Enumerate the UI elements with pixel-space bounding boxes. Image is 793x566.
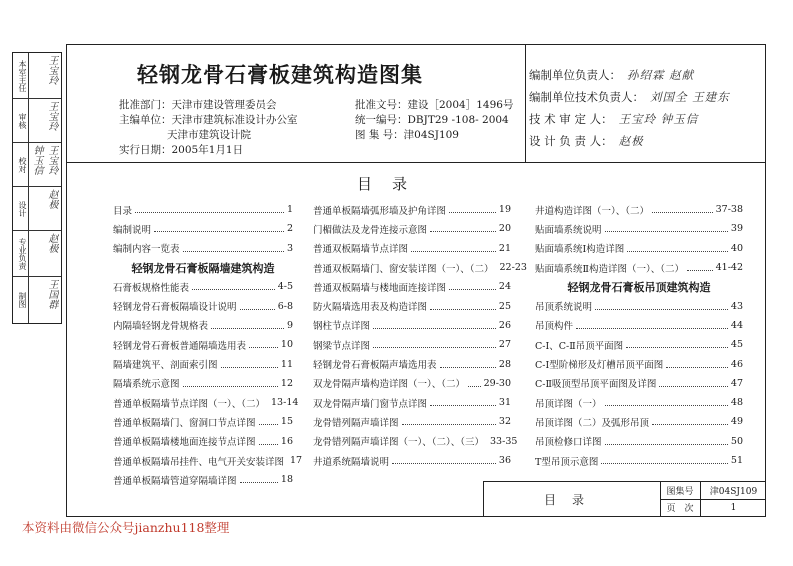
toc-entry-title: 龙骨错列隔声墙详图 (313, 417, 399, 429)
toc-entry-page: 47 (730, 377, 743, 389)
strip-label: 设计 (14, 187, 29, 230)
toc-column-1 (113, 200, 303, 489)
leader-dots (259, 424, 278, 425)
strip-cell (13, 99, 61, 143)
toc-entry-page: 15 (280, 416, 293, 428)
toc-entry (113, 200, 293, 219)
toc-section-heading: 轻钢龙骨石膏板吊顶建筑构造 (567, 280, 711, 294)
toc-entry-title: 普通双板隔墙与楼地面连接详图 (313, 282, 447, 294)
toc-entry-page: 13-14 (271, 397, 299, 409)
toc-entry-page: 29-30 (483, 377, 511, 389)
toc-entry-page: 43 (730, 300, 743, 312)
strip-label: 审核 (14, 99, 29, 142)
strip-cell (13, 231, 61, 277)
toc-entry-title: 普通单板隔墙节点详图（一）、（二） (113, 398, 266, 410)
toc-entry (313, 296, 511, 315)
toc-entry-title: 轻钢龙骨石膏板隔墙设计说明 (113, 302, 237, 314)
strip-signature: 王宝玲 (46, 101, 57, 131)
toc-entry-title: C-Ⅰ、C-Ⅱ吊顶平面图 (535, 340, 624, 352)
leader-dots (440, 367, 496, 368)
approval-dept: 批准部门：天津市建设管理委员会 (119, 99, 277, 111)
toc-entry-page: 10 (280, 339, 293, 351)
toc-entry (113, 316, 293, 335)
toc-entry-title: 普通单板隔墙楼地面连接节点详图 (113, 437, 256, 449)
title-block-name: 目录 (484, 482, 661, 517)
toc-entry-title: 编制说明 (113, 224, 152, 236)
toc-section-heading: 轻钢龙骨石膏板隔墙建筑构造 (131, 261, 275, 275)
toc-entry (113, 354, 293, 373)
strip-cell (13, 187, 61, 231)
toc-entry-title: 双龙骨隔声墙门窗节点详图 (313, 398, 428, 410)
toc-entry (113, 393, 299, 412)
toc-entry-title: 隔墙建筑平、剖面索引图 (113, 360, 218, 372)
leader-dots (605, 231, 728, 232)
leader-dots (373, 347, 496, 348)
signature-strip (12, 52, 62, 324)
signature-row (529, 111, 698, 127)
signature-row (529, 133, 644, 149)
toc-entry (535, 451, 743, 470)
strip-label: 本室主任 (14, 53, 29, 98)
toc-column-2 (313, 200, 527, 470)
toc-entry-page: 40 (730, 242, 743, 254)
toc-entry-page: 4-5 (277, 281, 293, 293)
signature-row (529, 67, 694, 83)
signature-hand: 赵极 (618, 134, 644, 148)
toc-entry-title: 贴面墙系统说明 (535, 224, 602, 236)
toc-entry (313, 316, 511, 335)
approval-no: 批准文号：建设［2004］1496号 (355, 99, 514, 111)
leader-dots (601, 463, 728, 464)
toc-entry-title: 普通单板隔墙吊挂件、电气开关安装详图 (113, 456, 285, 468)
strip-cell (13, 143, 61, 187)
leader-dots (430, 231, 496, 232)
toc-entry-title: 双龙骨隔声墙构造详图（一）、（二） (313, 379, 466, 391)
toc-entry-title: 普通双板隔墙门、窗安装详图（一）、（二） (313, 263, 494, 275)
toc-entry-title: 吊顶系统说明 (535, 302, 593, 314)
toc-entry (535, 412, 743, 431)
leader-dots (373, 328, 496, 329)
signature-hand: 孙绍霖 赵献 (627, 68, 695, 82)
leader-dots (183, 251, 284, 252)
toc-entry (313, 219, 511, 238)
strip-label: 校对 (14, 143, 29, 186)
toc-entry (113, 219, 293, 238)
leader-dots (192, 289, 275, 290)
toc-entry-page: 27 (498, 339, 511, 351)
toc-entry (313, 200, 511, 219)
toc-entry (535, 335, 743, 354)
toc-entry-title: 普通单板隔墙门、窗洞口节点详图 (113, 417, 256, 429)
leader-dots (449, 212, 496, 213)
toc-entry-page: 31 (498, 397, 511, 409)
leader-dots (652, 212, 713, 213)
leader-dots (605, 405, 728, 406)
toc-entry-page: 49 (730, 416, 743, 428)
leader-dots (626, 347, 728, 348)
toc-entry-page: 2 (286, 223, 293, 235)
toc-column-3 (535, 200, 743, 470)
toc-entry-page: 19 (498, 204, 511, 216)
leader-dots (430, 309, 496, 310)
impl-date: 实行日期：2005年1月1日 (119, 144, 244, 156)
atlas-no-label: 图集号 (660, 482, 701, 499)
leader-dots (605, 444, 728, 445)
signature-hand: 刘国全 王建东 (650, 90, 730, 104)
toc-entry-page: 17 (290, 455, 303, 466)
toc-entry-title: 吊顶构件 (535, 321, 574, 333)
toc-entry (113, 432, 293, 451)
toc-entry-title: 隔墙系统示意图 (113, 379, 180, 391)
toc-entry-page: 6-8 (277, 300, 293, 312)
toc-entry-title: C-Ⅱ吸顶型吊顶平面图及详图 (535, 379, 657, 391)
toc-entry-title: 吊顶检修口详图 (535, 437, 602, 449)
leader-dots (449, 289, 496, 290)
leader-dots (411, 251, 496, 252)
toc-entry (313, 277, 511, 296)
page-value: 1 (730, 502, 737, 513)
toc-entry-title: 吊顶详图（二）及弧形吊顶 (535, 417, 650, 429)
leader-dots (392, 463, 496, 464)
toc-entry-title: 井道系统隔墙说明 (313, 456, 390, 468)
strip-label: 专业负责 (14, 231, 29, 276)
unified-no: 统一编号：DBJT29 -108- 2004 (355, 114, 509, 126)
toc-entry (535, 393, 743, 412)
signature-role: 编制单位负责人： (529, 68, 621, 82)
toc-entry-title: 目录 (113, 205, 133, 217)
toc-entry-title: 轻钢龙骨石膏板隔声墙选用表 (313, 360, 437, 372)
approval-block-right (355, 98, 513, 143)
strip-signature: 赵极 (46, 233, 57, 253)
leader-dots (402, 424, 496, 425)
toc-entry (313, 432, 518, 451)
strip-signature: 王宝玲 钟玉信 (31, 145, 57, 175)
toc-entry (313, 451, 511, 470)
toc-entry (313, 239, 511, 258)
strip-cell (13, 53, 61, 99)
leader-dots (430, 405, 496, 406)
toc-entry-title: 轻钢龙骨石膏板普通隔墙选用表 (113, 340, 247, 352)
header-divider (525, 45, 526, 162)
toc-entry-page: 44 (730, 319, 743, 331)
source-note: 本资料由微信公众号jianzhu118整理 (22, 520, 230, 535)
leader-dots (211, 328, 284, 329)
title-block-row (660, 499, 766, 516)
title-block (483, 481, 766, 517)
toc-entry (535, 432, 743, 451)
toc-entry (113, 451, 303, 470)
toc-entry (113, 296, 293, 315)
toc-entry-page: 20 (498, 223, 511, 235)
page-label: 页 次 (660, 499, 701, 516)
leader-dots (249, 347, 278, 348)
toc-entry-title: C-Ⅰ型阶梯形及灯槽吊顶平面图 (535, 360, 664, 372)
toc-entry-page: 24 (498, 281, 511, 293)
toc-entry (113, 277, 293, 296)
toc-entry-page: 1 (286, 204, 293, 216)
toc-entry-page: 12 (280, 377, 293, 389)
atlas-title: 轻钢龙骨石膏板建筑构造图集 (137, 63, 423, 87)
leader-dots (627, 251, 728, 252)
leader-dots (259, 444, 278, 445)
toc-entry-page: 25 (498, 300, 511, 312)
toc-entry-title: 石膏板规格性能表 (113, 282, 190, 294)
toc-entry-page: 32 (498, 416, 511, 428)
toc-entry-title: 普通单板隔墙管道穿隔墙详图 (113, 475, 237, 487)
leader-dots (468, 386, 481, 387)
toc-entry-title: 钢柱节点详图 (313, 321, 371, 333)
toc-entry-title: 普通双板隔墙节点详图 (313, 244, 409, 256)
toc-entry-page: 11 (280, 358, 293, 370)
toc-entry (535, 374, 743, 393)
toc-entry-page: 48 (730, 397, 743, 409)
signature-role: 设 计 负 责 人： (529, 134, 613, 148)
leader-dots (135, 212, 284, 213)
strip-signature: 赵极 (46, 189, 57, 209)
signature-row (529, 89, 730, 105)
toc-entry (535, 239, 743, 258)
toc-entry-page: 37-38 (715, 204, 743, 216)
toc-entry (113, 470, 293, 489)
toc-entry-title: 井道构造详图（一）、（二） (535, 205, 650, 217)
atlas-no-value: 津04SJ109 (709, 487, 758, 497)
toc-entry-page: 26 (498, 319, 511, 331)
toc-entry-page: 39 (730, 223, 743, 235)
toc-entry (313, 393, 511, 412)
toc-entry-title: T型吊顶示意图 (535, 456, 599, 468)
toc-entry-title: 防火隔墙选用表及构造详图 (313, 302, 428, 314)
toc-entry (535, 200, 743, 219)
toc-entry (535, 296, 743, 315)
drawing-sheet (66, 44, 766, 517)
toc-entry (535, 316, 743, 335)
toc-entry-page: 3 (286, 242, 293, 254)
leader-dots (240, 309, 275, 310)
toc-entry-page: 28 (498, 358, 511, 370)
signature-role: 编制单位技术负责人： (529, 90, 644, 104)
leader-dots (687, 270, 713, 271)
strip-signature: 王国群 (46, 279, 57, 309)
toc-entry-page: 33-35 (490, 435, 518, 447)
signature-hand: 王宝玲 钟玉信 (618, 112, 699, 126)
leader-dots (240, 482, 278, 483)
toc-entry-page: 18 (280, 474, 293, 486)
toc-entry (313, 412, 511, 431)
toc-entry (313, 335, 511, 354)
strip-signature: 王宝玲 (46, 55, 57, 85)
toc-entry-page: 46 (730, 358, 743, 370)
toc-entry (313, 258, 527, 277)
toc-entry-page: 51 (730, 455, 743, 466)
leader-dots (595, 309, 728, 310)
toc-entry (113, 335, 293, 354)
toc-entry-title: 吊顶详图（一） (535, 398, 602, 410)
toc-entry (535, 354, 743, 373)
strip-cell (13, 277, 61, 323)
leader-dots (221, 367, 278, 368)
leader-dots (666, 367, 728, 368)
toc-entry (113, 412, 293, 431)
toc-entry-title: 贴面墙系统Ⅱ构造详图（一）、（二） (535, 263, 684, 275)
toc-entry-page: 9 (286, 319, 293, 331)
toc-entry-page: 45 (730, 339, 743, 351)
toc-entry-title: 门楣做法及龙骨连接示意图 (313, 224, 428, 236)
toc-entry (313, 374, 511, 393)
toc-entry (313, 354, 511, 373)
toc-entry-page: 41-42 (715, 262, 743, 274)
toc-entry-title: 内隔墙轻钢龙骨规格表 (113, 321, 209, 333)
toc-entry-page: 50 (730, 435, 743, 447)
atlas-no: 图 集 号：津04SJ109 (355, 129, 459, 141)
approval-block-left (119, 98, 298, 158)
toc-entry-title: 贴面墙系统Ⅰ构造详图 (535, 244, 625, 256)
header-rule (67, 162, 765, 163)
toc-heading: 目录 (357, 175, 428, 193)
toc-entry-title: 普通单板隔墙弧形墙及护角详图 (313, 205, 447, 217)
toc-entry-page: 21 (498, 242, 511, 254)
toc-entry-page: 36 (498, 455, 511, 466)
toc-entry-page: 22-23 (499, 262, 527, 274)
toc-entry (535, 258, 743, 277)
title-block-row (660, 482, 766, 500)
chief-unit-2: 天津市建筑设计院 (167, 129, 251, 141)
toc-entry-title: 编制内容一览表 (113, 244, 180, 256)
strip-label: 制图 (14, 277, 29, 323)
toc-entry-title: 钢梁节点详图 (313, 340, 371, 352)
chief-unit: 主编单位：天津市建筑标准设计办公室 (119, 114, 298, 126)
toc-entry (535, 219, 743, 238)
signature-role: 技 术 审 定 人： (529, 112, 613, 126)
leader-dots (576, 328, 728, 329)
leader-dots (652, 424, 728, 425)
toc-entry-page: 16 (280, 435, 293, 447)
leader-dots (183, 386, 278, 387)
leader-dots (659, 386, 727, 387)
toc-entry (113, 374, 293, 393)
toc-entry-title: 龙骨错列隔声墙详图（一）、（二）、（三） (313, 437, 485, 449)
toc-entry (113, 239, 293, 258)
leader-dots (154, 231, 284, 232)
